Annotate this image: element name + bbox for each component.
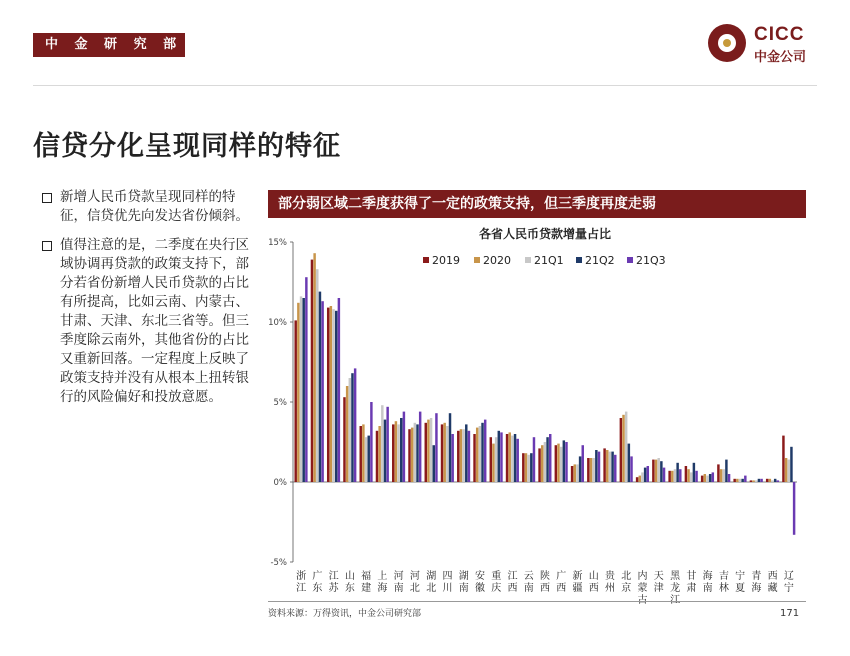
x-tick-label: 浙 [296,571,307,582]
bar [367,436,369,482]
legend-swatch [525,257,531,263]
bar [630,456,632,482]
bar [514,434,516,482]
x-tick-label: 河 [409,571,420,582]
x-tick-label: 西 [588,583,599,594]
bar [492,444,494,482]
bar [736,479,738,482]
bar [641,472,643,482]
bar [793,482,795,535]
bullet-item [40,188,250,226]
x-tick-label: 湖 [426,571,437,582]
bar [733,479,735,482]
x-tick-label: 陕 [540,571,550,582]
legend-swatch [423,257,429,263]
source-note: 资料来源：万得资讯，中金公司研究部 [268,609,422,619]
x-tick-label: 建 [361,583,372,594]
x-tick-label: 西 [507,583,518,594]
bar [614,455,616,482]
bar [425,423,427,482]
bar [598,452,600,482]
x-tick-label: 北 [409,583,420,594]
bar [476,428,478,482]
bar [639,476,641,482]
x-tick-label [638,593,648,606]
cicc-logo [708,24,828,66]
bar [769,479,771,482]
bar [725,460,727,482]
bar [490,437,492,482]
chart-banner: 部分弱区域二季度获得了一定的政策支持，但三季度再度走弱 [268,190,806,218]
x-tick-label: 龙 [670,583,681,594]
bar [343,397,345,482]
x-tick-label: 四 [442,571,453,582]
bar [506,434,508,482]
bar [332,309,334,482]
bar [346,386,348,482]
x-tick-label: 藏 [767,583,778,594]
bar [319,292,321,482]
bar [300,296,302,482]
bar [297,303,299,482]
bar [576,464,578,482]
x-tick-label: 南 [702,583,713,594]
bar [351,373,353,482]
x-tick-label: 广 [556,571,567,582]
bar [671,471,673,482]
bar [790,447,792,482]
bar [690,472,692,482]
bar [679,469,681,482]
bar [766,479,768,482]
bar [685,466,687,482]
bar [674,469,676,482]
bar [433,445,435,482]
bullet-square-icon [42,193,52,203]
bar [302,298,304,482]
bar [595,450,597,482]
x-tick-label: 蒙 [637,583,648,594]
bar [376,431,378,482]
bar [419,412,421,482]
x-tick-label: 福 [361,571,372,582]
x-tick-label: 西 [556,583,567,594]
bar [744,476,746,482]
bar [541,445,543,482]
bar [408,429,410,482]
bar [657,458,659,482]
x-tick-label: 天 [653,571,664,582]
legend-label: 21Q3 [636,254,666,267]
bar [435,413,437,482]
bullet-item [40,236,250,407]
bar [311,260,313,482]
page-number: 171 [780,608,800,619]
bar [321,301,323,482]
y-tick-label: 10% [268,318,287,328]
x-tick-label: 海 [377,583,388,594]
x-tick-label: 黑 [670,571,681,582]
bar [741,479,743,482]
legend-label: 2019 [432,254,460,267]
x-tick-label: 云 [523,571,534,582]
bar [525,453,527,482]
bar [416,424,418,482]
bar [760,479,762,482]
bar [381,405,383,482]
bar [739,479,741,482]
bar [479,426,481,482]
bar [660,461,662,482]
x-tick-label: 广 [312,571,323,582]
x-tick-label: 江 [328,571,339,582]
bullet-list [40,188,250,417]
bar [676,463,678,482]
x-tick-label: 海 [751,583,762,594]
bar [484,420,486,482]
bar [758,479,760,482]
bar [427,420,429,482]
bar [706,476,708,482]
bar [365,437,367,482]
x-tick-label: 重 [491,571,502,582]
x-tick-label: 山 [344,571,355,582]
bar [462,429,464,482]
bar [555,445,557,482]
bar [546,437,548,482]
bar [386,407,388,482]
bar [370,402,372,482]
bar [498,431,500,482]
bar [446,426,448,482]
bullet-text: 值得注意的是，二季度在央行区域协调再贷款的政策支持下，部分若省份新增人民币贷款的占比有所提高，比如云南、内蒙古、甘肃、天津、东北三省等。但三季度除云南外，其他省份的占比又重新回落。一定程度上反映了政策支持并没有从根本上扭转银行的风险偏好和投放意愿。 [60,237,249,405]
bar [704,474,706,482]
x-tick-label: 南 [523,583,534,594]
bar [441,424,443,482]
bar [590,458,592,482]
legend-swatch [576,257,582,263]
bar [354,368,356,482]
bar [587,458,589,482]
x-tick-label: 河 [393,571,404,582]
bar [327,308,329,482]
bar [449,413,451,482]
bar [538,448,540,482]
bar [771,480,773,482]
bar [465,424,467,482]
bar [755,480,757,482]
bar [330,306,332,482]
bar [481,423,483,482]
bar [668,471,670,482]
bar [460,429,462,482]
bar [752,480,754,482]
legend-label: 21Q1 [534,254,564,267]
bar [451,434,453,482]
bar [655,460,657,482]
bar [430,418,432,482]
bar [582,445,584,482]
bar [560,447,562,482]
bar [647,466,649,482]
x-tick-label: 疆 [572,583,583,594]
x-tick-label: 青 [751,571,762,582]
legend-swatch [474,257,480,263]
legend-swatch [627,257,633,263]
x-tick-label: 安 [474,571,485,582]
bar [563,440,565,482]
bar [362,424,364,482]
x-tick-label: 江 [507,571,518,582]
bar [392,424,394,482]
bar [500,432,502,482]
bar [403,412,405,482]
bar [774,479,776,482]
x-tick-label: 京 [621,583,632,594]
bar [473,434,475,482]
bar [788,460,790,482]
legend-label: 21Q2 [585,254,615,267]
bar [636,477,638,482]
bar [579,456,581,482]
bar [701,476,703,482]
x-tick-label: 夏 [735,583,746,594]
x-tick-label: 宁 [783,583,794,594]
bar [709,474,711,482]
bar [625,412,627,482]
bar [785,458,787,482]
x-tick-label: 贵 [605,571,616,582]
bar [384,420,386,482]
bar [609,452,611,482]
bar [565,442,567,482]
bar [508,432,510,482]
bar [516,439,518,482]
chart-title: 各省人民币贷款增量占比 [478,227,612,241]
bar [378,426,380,482]
x-tick-label: 徽 [474,583,485,594]
bar [511,436,513,482]
bar [663,468,665,482]
x-tick-label: 南 [458,583,469,594]
header-divider [33,85,817,86]
logo-chinese: 中金公司 [754,50,807,65]
x-tick-label: 山 [588,571,599,582]
bar [443,423,445,482]
bar [544,442,546,482]
bar [305,277,307,482]
bar [723,469,725,482]
x-tick-label: 川 [442,583,453,594]
bar [349,378,351,482]
y-tick-label: -5% [270,558,287,568]
bar [695,471,697,482]
bar [338,298,340,482]
bar [592,458,594,482]
bar [693,463,695,482]
x-tick-label: 州 [605,583,616,594]
bar [620,418,622,482]
bar [717,464,719,482]
x-tick-label: 上 [377,571,388,582]
section-tag: 中 金 研 究 部 [33,33,185,57]
x-tick-label: 吉 [718,571,729,582]
y-tick-label: 15% [268,238,287,248]
x-tick-label: 庆 [491,583,502,594]
bar [316,269,318,482]
cicc-logo-dot-icon [723,39,731,47]
x-tick-label: 北 [621,571,632,582]
x-tick-label: 甘 [686,571,697,582]
bar [400,418,402,482]
bar [750,480,752,482]
bullet-text: 新增人民币贷款呈现同样的特征，信贷优先向发达省份倾斜。 [60,189,249,224]
bar [468,431,470,482]
x-tick-label: 湖 [458,571,469,582]
province-loan-share-chart [265,222,805,606]
x-tick-label: 内 [637,571,648,582]
bar [687,469,689,482]
bar [359,426,361,482]
bar [533,437,535,482]
x-tick-label: 西 [767,571,778,582]
x-tick-label: 林 [718,583,729,594]
bar [395,421,397,482]
logo-english: CICC [754,24,805,45]
bar [628,444,630,482]
x-tick-label: 肃 [686,583,697,594]
bar [313,253,315,482]
bar [728,474,730,482]
legend-label: 2020 [483,254,511,267]
bar [574,464,576,482]
bar [414,423,416,482]
x-tick-label: 苏 [328,583,339,594]
slide-title: 信贷分化呈现同样的特征 [33,131,341,162]
y-tick-label: 5% [273,398,287,408]
bar [603,448,605,482]
bar [397,424,399,482]
bar [527,455,529,482]
bar [644,468,646,482]
bar [782,436,784,482]
x-tick-label: 西 [540,583,550,594]
bar [606,450,608,482]
x-tick-label [670,594,680,606]
bar [622,415,624,482]
bar [549,434,551,482]
bar [522,453,524,482]
bar [720,469,722,482]
x-tick-label: 海 [702,571,713,582]
x-tick-label: 津 [653,583,664,594]
bar [712,472,714,482]
bar [411,428,413,482]
bar [457,431,459,482]
footer-divider [268,601,806,602]
bar [571,466,573,482]
y-tick-label: 0% [273,478,287,488]
x-tick-label: 江 [296,583,307,594]
x-tick-label: 北 [426,583,437,594]
x-tick-label: 东 [312,583,323,594]
bar [335,311,337,482]
x-tick-label: 宁 [735,571,746,582]
bar [557,444,559,482]
bar [530,453,532,482]
x-tick-label: 南 [393,583,404,594]
bar [611,452,613,482]
x-tick-label: 辽 [783,571,794,582]
x-tick-label: 东 [344,583,355,594]
x-tick-label: 新 [572,571,583,582]
bar [294,320,296,482]
bullet-square-icon [42,241,52,251]
bar [777,480,779,482]
bar [652,460,654,482]
bar [495,437,497,482]
